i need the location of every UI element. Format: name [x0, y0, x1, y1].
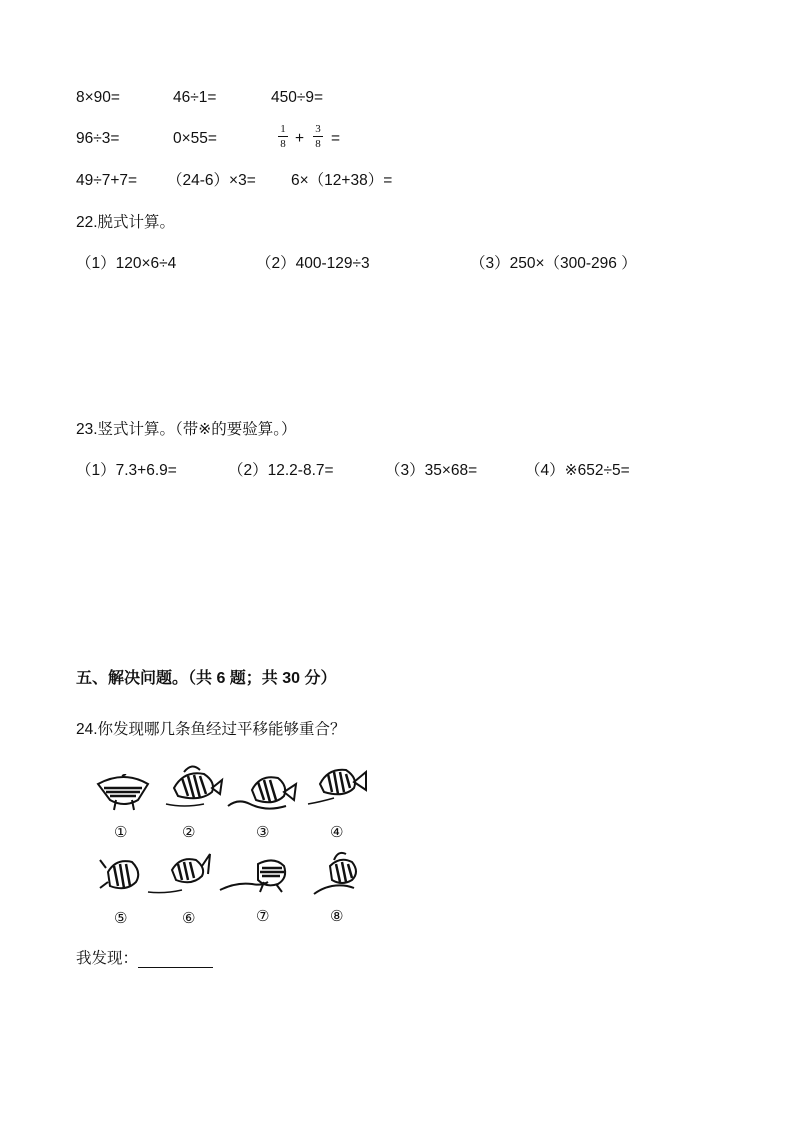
fish-6-icon — [146, 846, 212, 898]
q23-item-4: （4）※652÷5= — [525, 462, 630, 479]
fish-label-8: ⑧ — [330, 907, 344, 925]
fish-4-icon — [306, 758, 372, 810]
fish-3-icon — [226, 766, 298, 814]
q24-title: 24.你发现哪几条鱼经过平移能够重合？ — [76, 721, 346, 738]
q22-item-2: （2）400-129÷3 — [256, 255, 370, 272]
fish-figure — [88, 758, 373, 933]
fish-label-5: ⑤ — [114, 909, 128, 927]
fraction-denominator: 8 — [315, 138, 321, 150]
fish-label-3: ③ — [256, 823, 270, 841]
fish-2-icon — [164, 760, 224, 812]
equals-sign: = — [331, 130, 341, 147]
oral-450div9: 450÷9= — [271, 89, 324, 106]
answer-blank[interactable] — [138, 953, 213, 968]
q23-title: 23.竖式计算。（带※的要验算。） — [76, 421, 297, 438]
fraction-three-eighths — [313, 123, 323, 150]
fish-label-4: ④ — [330, 823, 344, 841]
q23-item-3: （3）35×68= — [385, 462, 478, 479]
fish-label-2: ② — [182, 823, 196, 841]
q22-item-3: （3）250×（300-296 ） — [470, 255, 637, 272]
q22-title: 22.脱式计算。 — [76, 214, 176, 231]
fish-label-7: ⑦ — [256, 907, 270, 925]
plus-sign: + — [295, 130, 305, 147]
q24-answer-label: 我发现： — [76, 950, 139, 967]
fraction-one-eighth — [278, 123, 288, 150]
oral-8x90: 8×90= — [76, 89, 120, 106]
oral-6x12plus38: 6×（12+38）= — [291, 172, 393, 189]
q23-item-1: （1）7.3+6.9= — [76, 462, 177, 479]
oral-46div1: 46÷1= — [173, 89, 217, 106]
section-5-title: 五、解决问题。（共 6 题；共 30 分） — [76, 670, 337, 687]
oral-0x55: 0×55= — [173, 130, 217, 147]
q23-item-2: （2）12.2-8.7= — [228, 462, 334, 479]
fish-8-icon — [310, 848, 370, 900]
fish-1-icon — [94, 774, 154, 814]
fraction-denominator: 8 — [280, 138, 286, 150]
fraction-numerator: 3 — [315, 123, 321, 135]
fish-label-1: ① — [114, 823, 128, 841]
fish-label-6: ⑥ — [182, 909, 196, 927]
oral-24minus6x3: （24-6）×3= — [167, 172, 256, 189]
fish-5-icon — [96, 852, 146, 898]
fraction-numerator: 1 — [280, 123, 286, 135]
oral-96div3: 96÷3= — [76, 130, 120, 147]
fish-7-icon — [218, 852, 296, 898]
oral-49div7plus7: 49÷7+7= — [76, 172, 138, 189]
q24-answer-line — [76, 950, 213, 968]
q22-item-1: （1）120×6÷4 — [76, 255, 177, 272]
